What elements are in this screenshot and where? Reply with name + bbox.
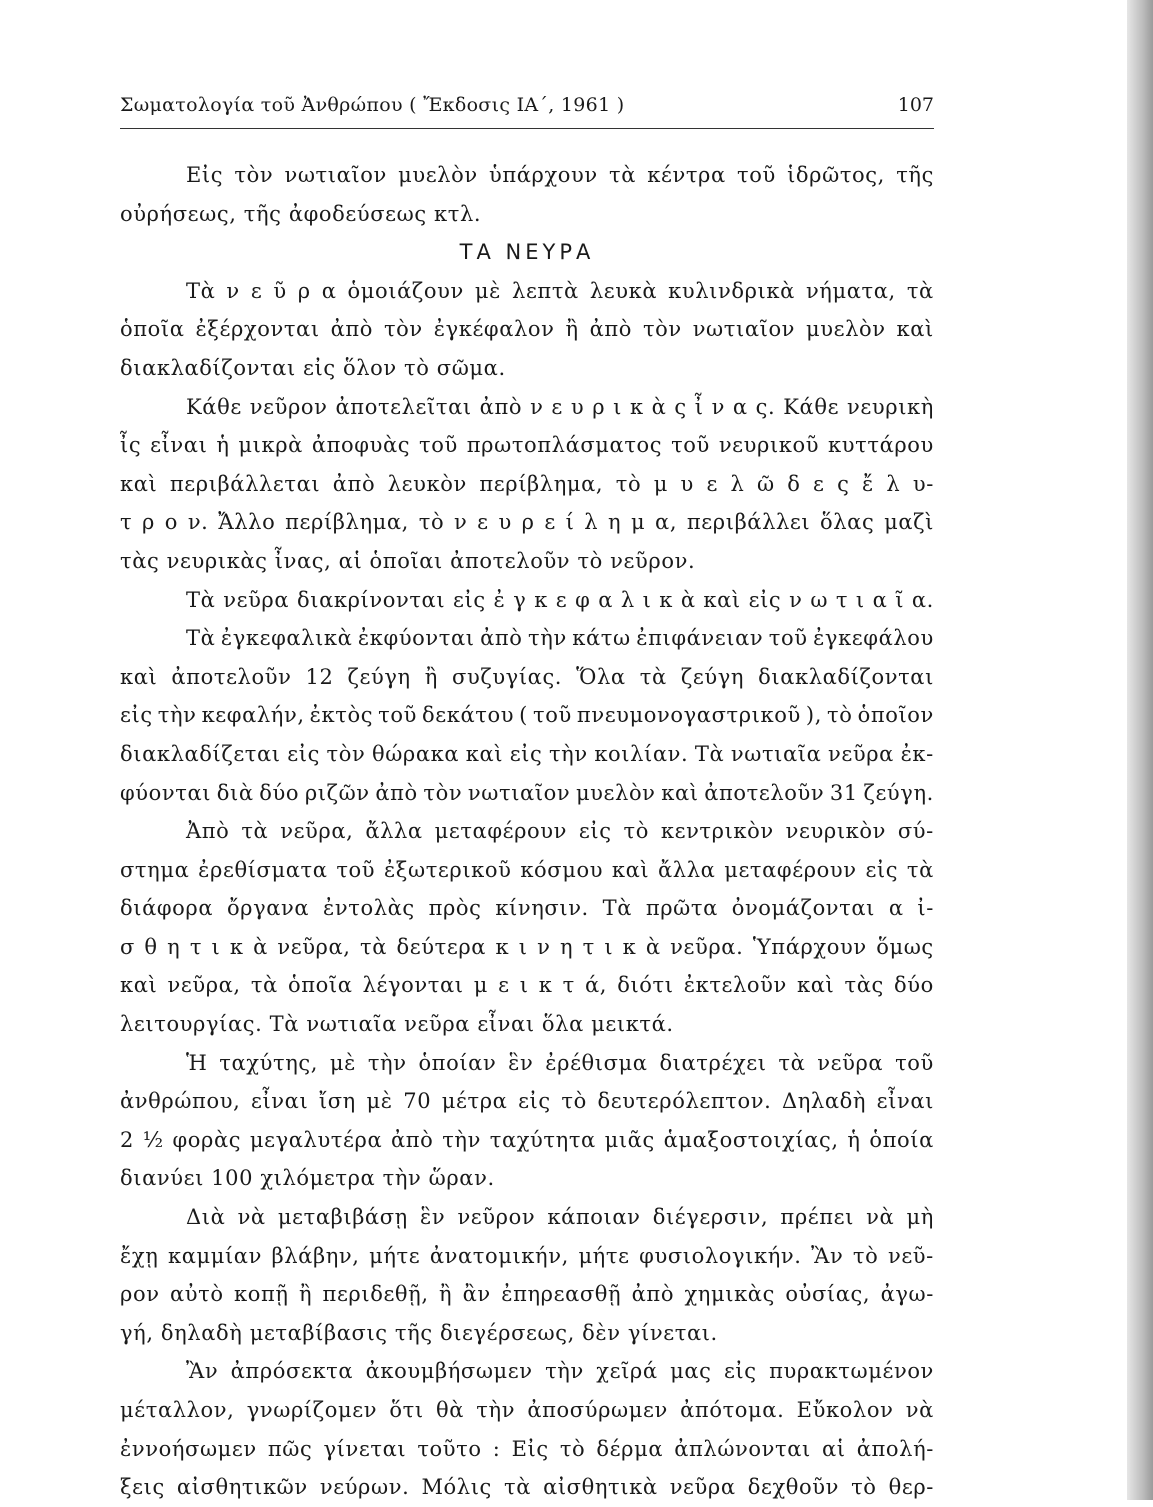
text-line: διακλαδίζεται εἰς τὸν θώρακα καὶ εἰς τὴν κοιλίαν. Τὰ νωτιαῖα νεῦρα ἐκ- <box>120 741 934 766</box>
text-line: ἶς εἶναι ἡ μικρὰ ἀποφυὰς τοῦ πρωτοπλάσματος τοῦ νευρικοῦ κυττάρου <box>120 433 934 458</box>
page-number: 107 <box>897 94 934 116</box>
text-line: καὶ περιβάλλεται ἀπὸ λευκὸν περίβλημα, τὸ μ υ ε λ ῶ δ ε ς ἔ λ υ- <box>120 471 934 496</box>
section-heading: ΤΑ ΝΕΥΡΑ <box>459 240 595 265</box>
text-line: τὰς νευρικὰς ἶνας, αἱ ὁποῖαι ἀποτελοῦν τὸ νεῦρον. <box>120 548 696 573</box>
text-line: Ἀπὸ τὰ νεῦρα, ἄλλα μεταφέρουν εἰς τὸ κεντρικὸν νευρικὸν σύ- <box>186 819 934 844</box>
text-line: ἔχῃ καμμίαν βλάβην, μήτε ἀνατομικήν, μήτε φυσιολογικήν. Ἂν τὸ νεῦ- <box>120 1243 934 1268</box>
text-line: ρον αὐτὸ κοπῇ ἢ περιδεθῇ, ἢ ἂν ἐπηρεασθῇ ἀπὸ χημικὰς οὐσίας, ἀγω- <box>120 1282 934 1307</box>
text-line: διακλαδίζονται εἰς ὅλον τὸ σῶμα. <box>120 355 506 380</box>
text-line: ξεις αἰσθητικῶν νεύρων. Μόλις τὰ αἰσθητικὰ νεῦρα δεχθοῦν τὸ θερ- <box>120 1475 934 1500</box>
text-line: ἀνθρώπου, εἶναι ἴση μὲ 70 μέτρα εἰς τὸ δευτερόλεπτον. Δηλαδὴ εἶναι <box>120 1089 934 1114</box>
text-line: Τὰ ἐγκεφαλικὰ ἐκφύονται ἀπὸ τὴν κάτω ἐπιφάνειαν τοῦ ἐγκεφάλου <box>186 626 934 651</box>
page-edge-shadow <box>1127 0 1153 1500</box>
text-line: καὶ νεῦρα, τὰ ὁποῖα λέγονται μ ε ι κ τ ά, διότι ἐκτελοῦν καὶ τὰς δύο <box>120 973 934 998</box>
text-line: οὐρήσεως, τῆς ἀφοδεύσεως κτλ. <box>120 201 482 226</box>
text-line: Κάθε νεῦρον ἀποτελεῖται ἀπὸ ν ε υ ρ ι κ ὰ ς ἶ ν α ς. Κάθε νευρικὴ <box>186 394 934 419</box>
text-line: εἰς τὴν κεφαλήν, ἐκτὸς τοῦ δεκάτου ( τοῦ πνευμονογαστρικοῦ ), τὸ ὁποῖον <box>120 703 934 728</box>
text-line: φύονται διὰ δύο ριζῶν ἀπὸ τὸν νωτιαῖον μυελὸν καὶ ἀποτελοῦν 31 ζεύγη. <box>120 780 934 805</box>
text-line: 2 ½ φορὰς μεγαλυτέρα ἀπὸ τὴν ταχύτητα μιᾶς ἁμαξοστοιχίας, ἡ ὁποία <box>120 1127 934 1152</box>
text-line: ὁποῖα ἐξέρχονται ἀπὸ τὸν ἐγκέφαλον ἢ ἀπὸ τὸν νωτιαῖον μυελὸν καὶ <box>120 317 934 342</box>
text-line: λειτουργίας. Τὰ νωτιαῖα νεῦρα εἶναι ὅλα μεικτά. <box>120 1012 674 1037</box>
text-line: γή, δηλαδὴ μεταβίβασις τῆς διεγέρσεως, δὲν γίνεται. <box>120 1320 718 1345</box>
running-head <box>120 94 934 129</box>
text-line: Διὰ νὰ μεταβιβάσῃ ἓν νεῦρον κάποιαν διέγερσιν, πρέπει νὰ μὴ <box>186 1205 934 1230</box>
text-line: Τὰ νεῦρα διακρίνονται εἰς ἐ γ κ ε φ α λ ι κ ὰ καὶ εἰς ν ω τ ι α ῖ α. <box>186 587 934 612</box>
text-line: μέταλλον, γνωρίζομεν ὅτι θὰ τὴν ἀποσύρωμεν ἀπότομα. Εὔκολον νὰ <box>120 1398 934 1422</box>
body-text <box>120 156 934 1507</box>
text-line: καὶ ἀποτελοῦν 12 ζεύγη ἢ συζυγίας. Ὅλα τὰ ζεύγη διακλαδίζονται <box>120 664 934 689</box>
text-line: Εἰς τὸν νωτιαῖον μυελὸν ὑπάρχουν τὰ κέντρα τοῦ ἱδρῶτος, τῆς <box>186 163 934 187</box>
text-line: διάφορα ὄργανα ἐντολὰς πρὸς κίνησιν. Τὰ πρῶτα ὀνομάζονται α ἰ- <box>120 896 934 921</box>
text-line: ἐννοήσωμεν πῶς γίνεται τοῦτο : Εἰς τὸ δέρμα ἀπλώνονται αἱ ἀπολή- <box>120 1436 934 1461</box>
text-line: Ἂν ἀπρόσεκτα ἀκουμβήσωμεν τὴν χεῖρά μας εἰς πυρακτωμένον <box>186 1359 934 1384</box>
text-line: σ θ η τ ι κ ὰ νεῦρα, τὰ δεύτερα κ ι ν η τ ι κ ὰ νεῦρα. Ὑπάρχουν ὅμως <box>120 934 934 959</box>
running-head-title: Σωματολογία τοῦ Ἀνθρώπου ( Ἔκδοσις ΙΑ΄, 1961 ) <box>120 94 625 116</box>
text-line: στημα ἐρεθίσματα τοῦ ἐξωτερικοῦ κόσμου καὶ ἄλλα μεταφέρουν εἰς τὰ <box>120 857 934 882</box>
text-line: Ἡ ταχύτης, μὲ τὴν ὁποίαν ἓν ἐρέθισμα διατρέχει τὰ νεῦρα τοῦ <box>186 1050 934 1075</box>
text-line: τ ρ ο ν. Ἄλλο περίβλημα, τὸ ν ε υ ρ ε ί λ η μ α, περιβάλλει ὅλας μαζὶ <box>120 510 934 535</box>
text-line: διανύει 100 χιλόμετρα τὴν ὥραν. <box>120 1166 495 1191</box>
text-line: Τὰ ν ε ῦ ρ α ὁμοιάζουν μὲ λεπτὰ λευκὰ κυλινδρικὰ νήματα, τὰ <box>186 278 934 303</box>
